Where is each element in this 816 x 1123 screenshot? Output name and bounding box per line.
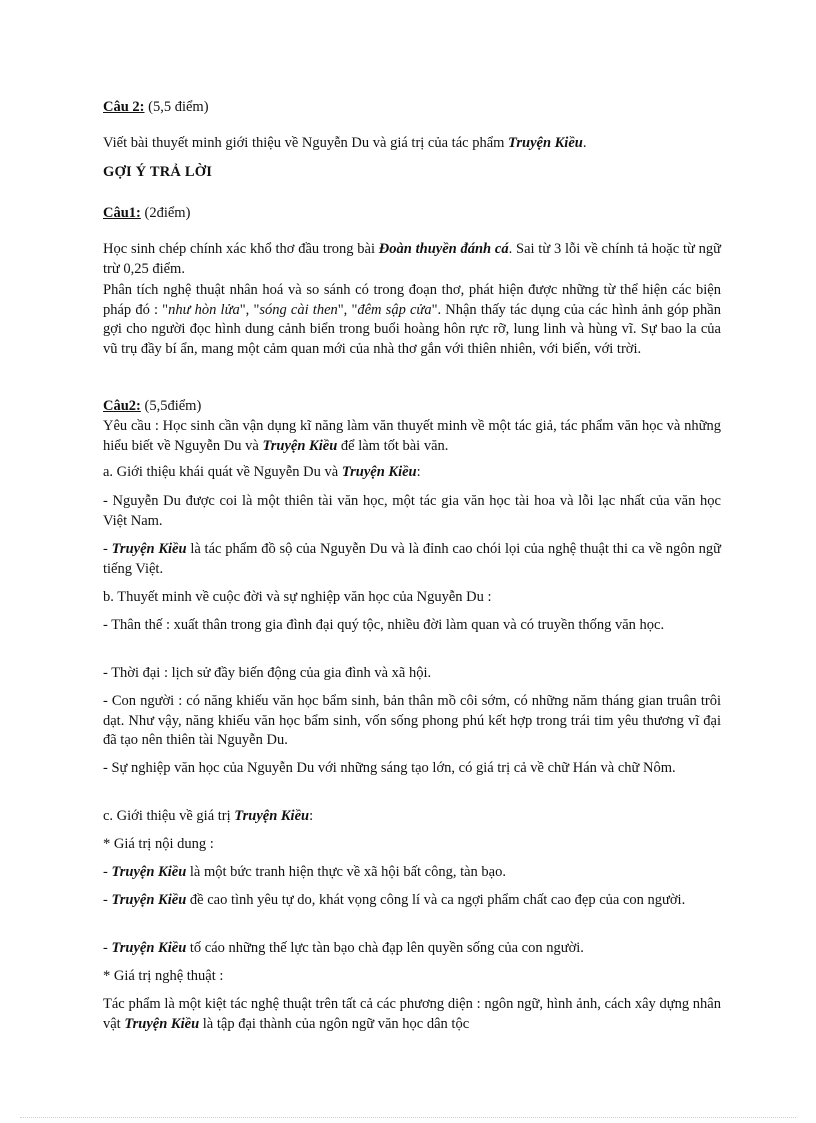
question-2-label: Câu 2: xyxy=(103,99,145,115)
section-b-item-4: - Sự nghiệp văn học của Nguyễn Du với những sáng tạo lớn, có giá trị cả về chữ Hán và chữ Nôm. xyxy=(103,760,676,776)
c2-dash: - xyxy=(103,892,112,908)
c1-rest: là một bức tranh hiện thực về xã hội bất công, tàn bạo. xyxy=(186,864,506,880)
c-end: : xyxy=(309,808,314,824)
art-value-paragraph xyxy=(103,995,721,1034)
answer-2-label: Câu2: xyxy=(103,398,141,414)
c3-rest: tố cáo những thế lực tàn bạo chà đạp lên quyền sống của con người. xyxy=(186,940,584,956)
section-b-item-3: - Con người : có năng khiếu văn học bẩm sinh, bản thân mồ côi sớm, có những năm tháng gian truân trôi dạt. Như vậy, năng khiếu văn học bẩm sinh, vốn sống phong phú kết hợp trong trái tim yêu thương vĩ đại đã tạo nên thiên tài Nguyễn Du. xyxy=(103,693,721,748)
a-text: a. Giới thiệu khái quát về Nguyễn Du và xyxy=(103,464,342,480)
p2-quote-1: như hòn lửa xyxy=(168,301,240,318)
content-item-1 xyxy=(103,863,721,883)
a2-rest: là tác phẩm đồ sộ của Nguyễn Du và là đỉnh cao chói lọi của nghệ thuật thi ca về ngôn ngữ tiếng Việt. xyxy=(103,541,721,577)
c1-title: Truyện Kiều xyxy=(111,864,187,880)
section-c-heading xyxy=(103,807,721,827)
c3-dash: - xyxy=(103,940,112,956)
req-text: Yêu cầu : Học sinh cần vận dụng kĩ năng làm văn thuyết minh về một tác giả, tác phẩm văn học và những hiểu biết về Nguyễn Du và xyxy=(103,418,721,454)
question-2-header xyxy=(103,98,721,118)
section-b-item-1: - Thân thế : xuất thân trong gia đình đại quý tộc, nhiều đời làm quan và có truyền thống văn học. xyxy=(103,617,665,633)
c1-dash: - xyxy=(103,864,112,880)
c-title: Truyện Kiều xyxy=(234,808,310,824)
section-a-item-1: - Nguyễn Du được coi là một thiên tài văn học, một tác gia văn học tài hoa và lỗi lạc nhất của văn học Việt Nam. xyxy=(103,493,721,529)
content-item-2 xyxy=(103,891,721,911)
question-2-points: (5,5 điểm) xyxy=(144,99,209,115)
req-title: Truyện Kiều xyxy=(262,437,338,454)
section-b-heading: b. Thuyết minh về cuộc đời và sự nghiệp văn học của Nguyễn Du : xyxy=(103,589,492,605)
section-b-item-2: - Thời đại : lịch sử đầy biến động của gia đình và xã hội. xyxy=(103,665,432,681)
p2-text: Phân tích nghệ thuật nhân hoá và so sánh có trong đoạn thơ, phát hiện được những từ thể hiện các biện pháp đó : " xyxy=(103,282,721,318)
a2-title: Truyện Kiều xyxy=(111,541,187,557)
c-text: c. Giới thiệu về giá trị xyxy=(103,808,235,824)
answer-2-header xyxy=(103,397,721,417)
p1-rest: . Sai từ 3 lỗi về chính tả hoặc từ ngữ trừ 0,25 điểm. xyxy=(103,241,721,277)
question-2-prompt xyxy=(103,134,721,154)
section-a-item-2 xyxy=(103,540,721,579)
prompt-title: Truyện Kiều xyxy=(508,135,583,151)
content-value-heading: * Giá trị nội dung : xyxy=(103,836,214,852)
c3-title: Truyện Kiều xyxy=(111,940,187,956)
p2-quote-2: sóng cài then xyxy=(259,301,338,318)
p1-title: Đoàn thuyền đánh cá xyxy=(378,241,509,257)
answer-heading: GỢI Ý TRẢ LỜI xyxy=(103,164,213,180)
a-end: : xyxy=(416,464,421,480)
a-title: Truyện Kiều xyxy=(341,464,417,480)
a2-dash: - xyxy=(103,541,112,557)
art-text: Tác phẩm là một kiệt tác nghệ thuật trên tất cả các phương diện : ngôn ngữ, hình ảnh, cách xây dựng nhân vật xyxy=(103,996,721,1032)
answer-2-points: (5,5điểm) xyxy=(140,398,202,414)
c2-rest: đề cao tình yêu tự do, khát vọng công lí và ca ngợi phẩm chất cao đẹp của con người. xyxy=(186,892,686,908)
art-rest: là tập đại thành của ngôn ngữ văn học dân tộc xyxy=(199,1015,470,1032)
content-item-3 xyxy=(103,939,721,959)
req-rest: để làm tốt bài văn. xyxy=(337,437,449,454)
answer-2-requirements xyxy=(103,417,721,456)
art-value-heading: * Giá trị nghệ thuật : xyxy=(103,968,224,984)
answer-1-header xyxy=(103,204,721,224)
p1-text: Học sinh chép chính xác khổ thơ đầu trong bài xyxy=(103,241,379,257)
prompt-text: Viết bài thuyết minh giới thiệu về Nguyễn Du và giá trị của tác phẩm xyxy=(103,135,509,151)
p2-quote-3: đêm sập cửa xyxy=(357,301,432,318)
p2-sep-2: ", " xyxy=(337,301,358,318)
answer-1-paragraph-1 xyxy=(103,240,721,279)
answer-1-label: Câu1: xyxy=(103,205,141,221)
p2-rest: ". Nhận thấy tác dụng của các hình ảnh góp phần gợi cho người đọc hình dung cảnh biển trong buổi hoàng hôn rực rỡ, lung linh và hùng vĩ. Sự bao la của vũ trụ đầy bí ẩn, mang một cảm quan mới của nhà thơ gắn với thiên nhiên, với biển, với trời. xyxy=(103,301,721,357)
answer-1-paragraph-2 xyxy=(103,281,721,359)
section-a-heading xyxy=(103,463,721,483)
page-bottom-divider xyxy=(20,1117,796,1118)
prompt-end: . xyxy=(582,135,587,151)
answer-1-points: (2điểm) xyxy=(140,205,191,221)
c2-title: Truyện Kiều xyxy=(111,892,187,908)
art-title: Truyện Kiều xyxy=(124,1015,200,1032)
p2-sep-1: ", " xyxy=(239,301,260,318)
